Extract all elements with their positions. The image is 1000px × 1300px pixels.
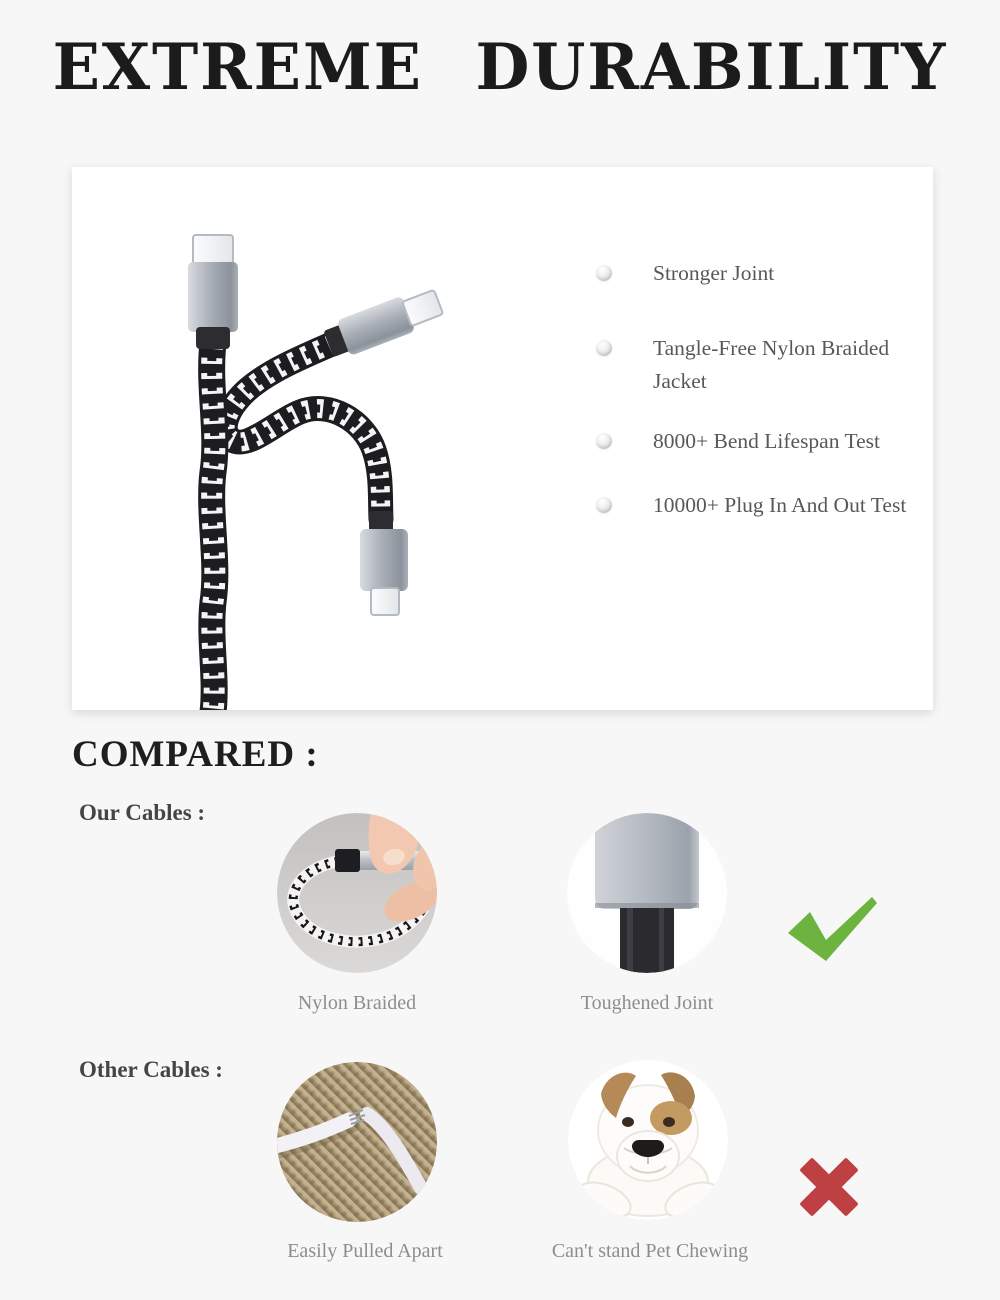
- product-photo-panel: [72, 167, 933, 710]
- bullet-sphere-icon: [596, 265, 612, 281]
- toughened-joint-photo: [567, 813, 727, 973]
- caption-toughened-joint: Toughened Joint: [580, 992, 714, 1014]
- cross-icon: [794, 1152, 864, 1222]
- puppy-photo: [568, 1060, 728, 1220]
- feature-text: 8000+ Bend Lifespan Test: [653, 429, 880, 453]
- caption-pet-chewing: Can't stand Pet Chewing: [551, 1240, 749, 1262]
- feature-text: Stronger Joint: [653, 261, 775, 285]
- our-cables-label: Our Cables :: [79, 800, 206, 825]
- feature-item: [596, 257, 908, 290]
- usb-c-connector-angled: [322, 284, 446, 362]
- feature-text: Tangle-Free Nylon Braided Jacket: [653, 336, 890, 393]
- connector-body: [595, 813, 699, 909]
- bullet-sphere-icon: [596, 497, 612, 513]
- feature-item: [596, 332, 908, 398]
- shrink-tube: [335, 849, 360, 872]
- other-cables-label: Other Cables :: [79, 1057, 223, 1082]
- usb-c-connector-bottom: [360, 511, 408, 615]
- broken-cable-photo: [277, 1062, 437, 1222]
- main-cable: [212, 343, 215, 710]
- bullet-sphere-icon: [596, 433, 612, 449]
- usb-c-connector-top: [188, 235, 238, 349]
- nylon-braided-photo: [277, 813, 437, 973]
- page-title: EXTREME DURABILITY: [52, 30, 948, 105]
- caption-easily-pulled-apart: Easily Pulled Apart: [287, 1240, 443, 1262]
- feature-item: [596, 425, 908, 458]
- caption-nylon-braided: Nylon Braided: [297, 992, 417, 1014]
- compared-heading: COMPARED :: [72, 734, 319, 775]
- feature-text: 10000+ Plug In And Out Test: [653, 493, 907, 517]
- branch-cable: [225, 343, 381, 519]
- bullet-sphere-icon: [596, 340, 612, 356]
- check-icon: [786, 897, 878, 963]
- feature-item: [596, 489, 908, 522]
